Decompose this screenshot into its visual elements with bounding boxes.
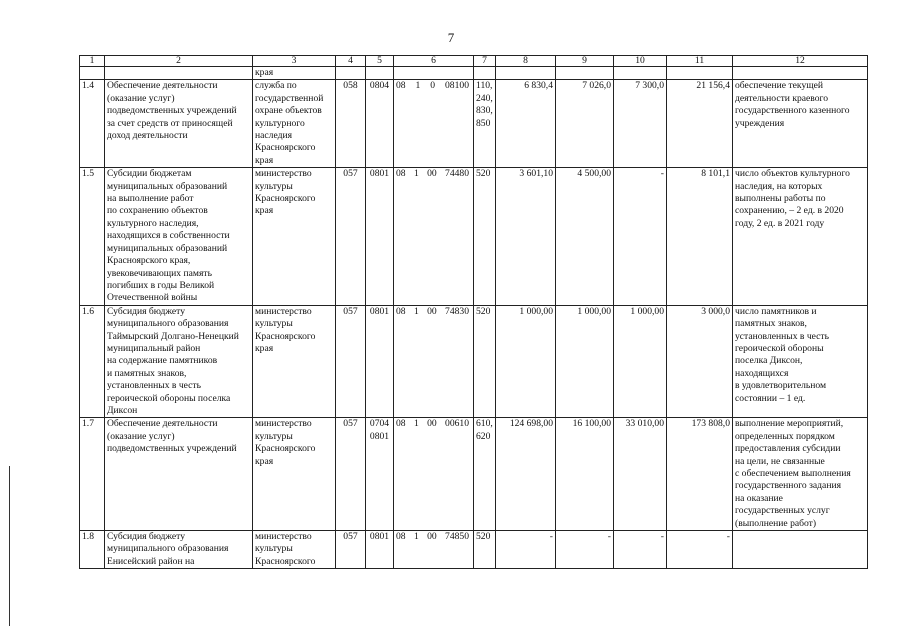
target-article-part: 1: [415, 80, 421, 92]
header-cell: 4: [336, 56, 366, 67]
target-article-parts: [396, 306, 471, 318]
cell-expected-result: [733, 531, 868, 569]
cell-amount-y1: 124 698,00: [496, 418, 556, 531]
header-cell: 10: [614, 56, 667, 67]
cell-target-article: [394, 168, 474, 305]
target-article-part: 08: [396, 80, 406, 92]
cell-grbs-code: 057: [336, 305, 366, 418]
cell-number: 1.8: [80, 531, 105, 569]
cell-amount-y3: 33 010,00: [614, 418, 667, 531]
header-cell: 2: [105, 56, 253, 67]
target-article-part: 00: [427, 168, 437, 180]
cell-expected-result: число объектов культурного наследия, на которых выполнены работы по сохранению, – 2 ед. в 2020 году, 2 ед. в 2021 году: [733, 168, 868, 305]
cell-amount-y3: -: [614, 168, 667, 305]
target-article-part: 1: [413, 531, 419, 543]
cell-expense-type: 520: [474, 305, 496, 418]
target-article-part: 08100: [445, 80, 469, 92]
target-article-part: 00610: [445, 418, 469, 430]
header-cell: 12: [733, 56, 868, 67]
cell-expected-result: обеспечение текущей деятельности краевого государственного казенного учреждения: [733, 80, 868, 168]
cell-amount-y3: 1 000,00: [614, 305, 667, 418]
continuation-row: [80, 67, 868, 80]
cell: [336, 67, 366, 80]
cell-amount-total: -: [667, 531, 733, 569]
target-article-part: 08: [396, 531, 406, 543]
header-cell: 8: [496, 56, 556, 67]
cell-amount-y1: 3 601,10: [496, 168, 556, 305]
cell-amount-total: 21 156,4: [667, 80, 733, 168]
target-article-part: 74850: [445, 531, 469, 543]
cell-expense-type: 610, 620: [474, 418, 496, 531]
cell-expense-type: 520: [474, 531, 496, 569]
header-cell: 5: [366, 56, 394, 67]
header-cell: 1: [80, 56, 105, 67]
cell-activity-name: Обеспечение деятельности (оказание услуг) подведомственных учреждений: [105, 418, 253, 531]
cell: [556, 67, 614, 80]
table-body: [80, 56, 868, 569]
cell-amount-y2: 4 500,00: [556, 168, 614, 305]
table-row: [80, 305, 868, 418]
cell-amount-y1: 1 000,00: [496, 305, 556, 418]
target-article-part: 00: [427, 305, 437, 317]
target-article-part: 0: [430, 80, 436, 92]
cell: [80, 67, 105, 80]
header-cell: 7: [474, 56, 496, 67]
header-cell: 11: [667, 56, 733, 67]
cell: [667, 67, 733, 80]
target-article-part: 00: [427, 531, 437, 543]
header-cell: 9: [556, 56, 614, 67]
cell: [614, 67, 667, 80]
target-article-part: 08: [396, 168, 406, 180]
cell-section-code: 0804: [366, 80, 394, 168]
cell-amount-total: 3 000,0: [667, 305, 733, 418]
cell-number: 1.5: [80, 168, 105, 305]
cell-grbs-code: 058: [336, 80, 366, 168]
target-article-part: 74830: [445, 305, 469, 317]
cell-grbs-code: 057: [336, 418, 366, 531]
target-article-parts: [396, 418, 471, 430]
cell-activity-name: Субсидия бюджету муниципального образования Енисейский район на: [105, 531, 253, 569]
cell-amount-y2: 7 026,0: [556, 80, 614, 168]
cell-amount-total: 8 101,1: [667, 168, 733, 305]
cell-section-code: 0801: [366, 531, 394, 569]
target-article-part: 08: [396, 418, 406, 430]
target-article-part: 1: [413, 418, 419, 430]
cell-target-article: [394, 418, 474, 531]
cell-amount-total: 173 808,0: [667, 418, 733, 531]
header-row: [80, 56, 868, 67]
cell-grbs-code: 057: [336, 531, 366, 569]
cell-activity-name: Субсидии бюджетам муниципальных образований на выполнение работ по сохранению объектов культурного наследия, находящихся в собственности муниципальных образований Красноярского края, увековечивающих память погибших в годы Великой Отечественной войны: [105, 168, 253, 305]
page-number: 7: [447, 30, 455, 45]
cell-expected-result: число памятников и памятных знаков, установленных в честь героической обороны поселка Диксон, находящихся в удовлетворительном состоянии – 1 ед.: [733, 305, 868, 418]
cell-number: 1.4: [80, 80, 105, 168]
cell-amount-y2: 1 000,00: [556, 305, 614, 418]
cell-responsible: министерство культуры Красноярского: [253, 531, 336, 569]
cell-target-article: [394, 305, 474, 418]
cell-section-code: 0801: [366, 305, 394, 418]
cell-responsible: министерство культуры Красноярского края: [253, 168, 336, 305]
cell-amount-y3: -: [614, 531, 667, 569]
cell-responsible: министерство культуры Красноярского края: [253, 305, 336, 418]
cell-amount-y3: 7 300,0: [614, 80, 667, 168]
cell: [733, 67, 868, 80]
program-activities-table: [79, 55, 868, 569]
cell-responsible: министерство культуры Красноярского края: [253, 418, 336, 531]
cell: [105, 67, 253, 80]
table-row: [80, 418, 868, 531]
cell: [474, 67, 496, 80]
cell-amount-y2: 16 100,00: [556, 418, 614, 531]
cell-section-code: 0801: [366, 168, 394, 305]
target-article-part: 08: [396, 305, 406, 317]
target-article-part: 74480: [445, 168, 469, 180]
cell-amount-y2: -: [556, 531, 614, 569]
cell-section-code: 0704 0801: [366, 418, 394, 531]
cell-expected-result: выполнение мероприятий, определенных порядком предоставления субсидии на цели, не связанные с обеспечением выполнения государственного задания на оказание государственных услуг (выполнение работ): [733, 418, 868, 531]
table-row: [80, 80, 868, 168]
table-row: [80, 531, 868, 569]
cell-responsible: служба по государственной охране объектов культурного наследия Красноярского края: [253, 80, 336, 168]
cell-amount-y1: -: [496, 531, 556, 569]
cell-expense-type: 110, 240, 830, 850: [474, 80, 496, 168]
cell: [394, 67, 474, 80]
target-article-part: 1: [413, 168, 419, 180]
cell-activity-name: Субсидия бюджету муниципального образования Таймырский Долгано-Ненецкий муниципальный район на содержание памятников и памятных знаков, установленных в честь героической обороны поселка Диксон: [105, 305, 253, 418]
cell-grbs-code: 057: [336, 168, 366, 305]
margin-rule: [9, 466, 10, 626]
cell-responsible: края: [253, 67, 336, 80]
cell-activity-name: Обеспечение деятельности (оказание услуг) подведомственных учреждений за счет средств от приносящей доход деятельности: [105, 80, 253, 168]
header-cell: 6: [394, 56, 474, 67]
header-cell: 3: [253, 56, 336, 67]
target-article-parts: [396, 80, 471, 92]
cell: [496, 67, 556, 80]
table-row: [80, 168, 868, 305]
cell-amount-y1: 6 830,4: [496, 80, 556, 168]
cell-expense-type: 520: [474, 168, 496, 305]
cell-number: 1.6: [80, 305, 105, 418]
target-article-part: 1: [413, 305, 419, 317]
cell-target-article: [394, 531, 474, 569]
cell-number: 1.7: [80, 418, 105, 531]
cell-target-article: [394, 80, 474, 168]
target-article-parts: [396, 531, 471, 543]
cell: [366, 67, 394, 80]
target-article-parts: [396, 168, 471, 180]
target-article-part: 00: [427, 418, 437, 430]
